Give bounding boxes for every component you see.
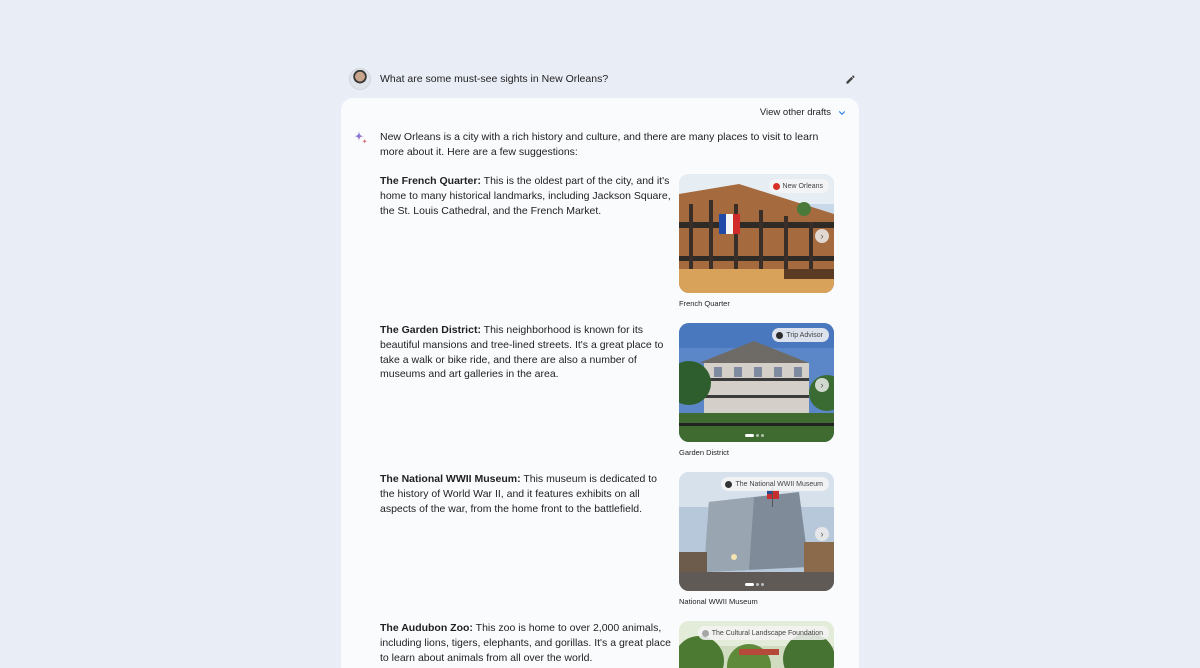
edit-prompt-button[interactable] bbox=[841, 70, 859, 88]
user-prompt bbox=[349, 66, 859, 92]
source-label: New Orleans bbox=[782, 182, 823, 190]
suggestion-item bbox=[380, 621, 835, 668]
source-chip[interactable] bbox=[772, 328, 829, 342]
suggestion-item bbox=[380, 472, 835, 612]
suggestion-item bbox=[380, 323, 835, 463]
image-caption: National WWII Museum bbox=[679, 597, 758, 606]
suggestion-title: The Garden District: bbox=[380, 324, 481, 336]
chevron-right-icon: › bbox=[820, 231, 824, 241]
source-label: The Cultural Landscape Foundation bbox=[711, 629, 823, 637]
next-image-button[interactable] bbox=[815, 378, 829, 392]
suggestion-body: This museum is dedicated to the history of World War II, and it features exhibits on all aspects of the war, from the home front to the battlefield. bbox=[380, 473, 657, 515]
drafts-label: View other drafts bbox=[759, 107, 831, 118]
image-card-audubon-zoo[interactable] bbox=[679, 621, 834, 668]
suggestion-title: The French Quarter: bbox=[380, 175, 481, 187]
suggestion-title: The National WWII Museum: bbox=[380, 473, 521, 485]
suggestion-text bbox=[380, 621, 671, 665]
source-chip[interactable] bbox=[721, 477, 829, 491]
next-image-button[interactable] bbox=[815, 229, 829, 243]
source-logo-icon bbox=[773, 183, 780, 190]
source-chip[interactable] bbox=[698, 626, 829, 640]
sparkle-icon bbox=[353, 130, 369, 146]
image-card-wwii-museum[interactable] bbox=[679, 472, 834, 591]
suggestion-title: The Audubon Zoo: bbox=[380, 622, 473, 634]
response-intro: New Orleans is a city with a rich history and culture, and there are many places to visit to learn more about it. Here are a few suggestions: bbox=[380, 131, 819, 158]
chevron-right-icon: › bbox=[820, 380, 824, 390]
suggestion-body: This zoo is home to over 2,000 animals, including lions, tigers, elephants, and gorillas. It's a great place to learn about animals from all over the world. bbox=[380, 622, 671, 664]
carousel-dots bbox=[745, 434, 764, 437]
suggestion-body: This is the oldest part of the city, and it's home to many historical landmarks, including Jackson Square, the St. Louis Cathedral, and the French Market. bbox=[380, 175, 671, 217]
chevron-down-icon bbox=[837, 108, 847, 118]
view-other-drafts-button[interactable] bbox=[760, 107, 847, 118]
suggestion-text bbox=[380, 472, 671, 516]
source-label: The National WWII Museum bbox=[735, 480, 823, 488]
image-card-garden-district[interactable] bbox=[679, 323, 834, 442]
pencil-icon bbox=[845, 74, 856, 85]
image-caption: Garden District bbox=[679, 448, 730, 457]
prompt-text: What are some must-see sights in New Orleans? bbox=[380, 73, 609, 85]
chevron-right-icon: › bbox=[820, 529, 824, 539]
suggestion-text bbox=[380, 174, 671, 218]
source-chip[interactable] bbox=[769, 179, 829, 193]
next-image-button[interactable] bbox=[815, 527, 829, 541]
source-label: Trip Advisor bbox=[786, 331, 823, 339]
image-card-french-quarter[interactable] bbox=[679, 174, 834, 293]
image-caption: French Quarter bbox=[679, 299, 730, 308]
source-logo-icon bbox=[725, 481, 732, 488]
carousel-dots bbox=[745, 583, 764, 586]
source-logo-icon bbox=[776, 332, 783, 339]
suggestion-text bbox=[380, 323, 671, 382]
source-logo-icon bbox=[702, 630, 709, 637]
suggestion-item bbox=[380, 174, 835, 314]
response-card bbox=[341, 98, 859, 668]
user-avatar bbox=[349, 68, 371, 90]
suggestion-body: This neighborhood is known for its beautiful mansions and tree-lined streets. It's a great place to take a walk or bike ride, and there are also a number of museums and art galleries in the area. bbox=[380, 324, 664, 381]
